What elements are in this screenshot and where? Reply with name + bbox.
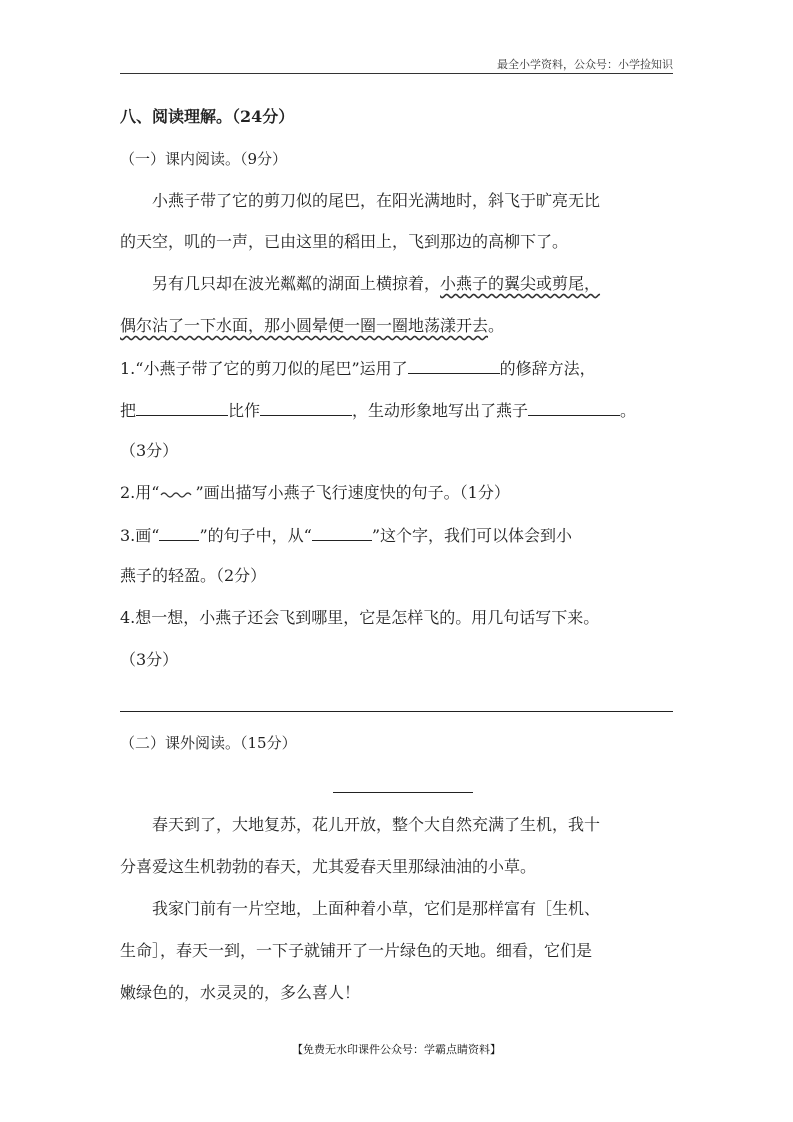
part2-para2-line3: 嫩绿色的，水灵灵的，多么喜人！ <box>120 983 361 1002</box>
q4-answer-line[interactable] <box>120 711 673 712</box>
question-3-line1 <box>120 524 673 547</box>
part2-para2-line1: 我家门前有一片空地，上面种着小草，它们是那样富有［生机、 <box>152 899 601 918</box>
q1-text-b: 的修辞方法， <box>499 359 596 378</box>
question-4: 4.想一想，小燕子还会飞到哪里，它是怎样飞的。用几句话写下来。 <box>120 608 600 627</box>
part2-para1-line1: 春天到了，大地复苏，花儿开放，整个大自然充满了生机，我十 <box>152 815 601 834</box>
q1-blank-rhetoric[interactable] <box>408 357 500 374</box>
section-title: 八、阅读理解。（24分） <box>120 107 295 126</box>
question-2 <box>120 482 673 504</box>
q1-text-c: 把 <box>120 401 137 420</box>
part1-title: （一）课内阅读。（9分） <box>120 150 288 168</box>
q1-text-f: 。 <box>620 401 637 420</box>
part2-para1-line2: 分喜爱这生机勃勃的春天，尤其爱春天里那绿油油的小草。 <box>120 857 537 876</box>
period: 。 <box>488 316 505 335</box>
wavy-line-icon <box>159 490 195 500</box>
q3-text-a: 3.画“ <box>120 526 160 545</box>
q3-text-c: ”这个字，我们可以体会到小 <box>371 526 573 545</box>
q1-text-d: 比作 <box>228 401 261 420</box>
q3-text-b: ”的句子中，从“ <box>199 526 312 545</box>
question-3-line2: 燕子的轻盈。（2分） <box>120 566 267 585</box>
q4-score: （3分） <box>120 650 179 669</box>
footer-text: 【免费无水印课件公众号：学霸点睛资料】 <box>292 1043 501 1056</box>
q1-blank-trait[interactable] <box>528 399 620 416</box>
wavy-underlined-sentence-cont: 偶尔沾了一下水面，那小圆晕便一圈一圈地荡漾开去 <box>120 316 489 335</box>
q3-straight-line-sample <box>159 524 199 541</box>
q2-text-a: 2.用“ <box>120 483 160 502</box>
q1-text-e: ，生动形象地写出了燕子 <box>352 401 529 420</box>
q3-blank-word[interactable] <box>312 524 372 541</box>
part1-para1-line2: 的天空，叽的一声，已由这里的稻田上，飞到那边的高柳下了。 <box>120 232 569 251</box>
q1-score: （3分） <box>120 441 179 460</box>
wavy-underlined-sentence: 小燕子的翼尖或剪尾， <box>440 274 601 293</box>
part2-para2-line2: 生命］，春天一到，一下子就铺开了一片绿色的天地。细看，它们是 <box>120 941 593 960</box>
q1-blank-subject[interactable] <box>136 399 228 416</box>
passage-title-blank[interactable] <box>333 792 473 793</box>
part1-para1-line1: 小燕子带了它的剪刀似的尾巴，在阳光满地时，斜飞于旷亮无比 <box>152 191 601 210</box>
question-1-line1 <box>120 357 673 380</box>
part1-para2-line1 <box>120 273 705 295</box>
para2-text: 另有几只却在波光粼粼的湖面上横掠着， <box>152 274 441 293</box>
part2-title: （二）课外阅读。（15分） <box>120 734 297 752</box>
q1-blank-object[interactable] <box>260 399 352 416</box>
header-rule <box>120 73 673 74</box>
question-1-line2 <box>120 399 673 422</box>
q1-text-a: 1.“小燕子带了它的剪刀似的尾巴”运用了 <box>120 359 408 378</box>
q2-text-b: ”画出描写小燕子飞行速度快的句子。（1分） <box>195 483 510 502</box>
header-text: 最全小学资料，公众号：小学捡知识 <box>497 58 673 71</box>
part1-para2-line2 <box>120 315 673 337</box>
